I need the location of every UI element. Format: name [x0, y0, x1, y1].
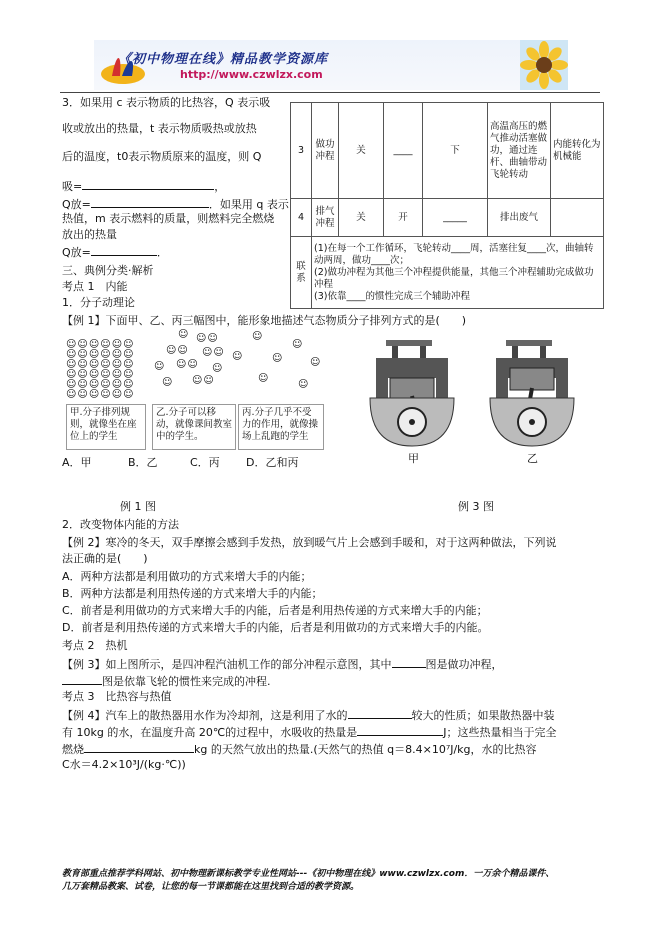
link-item-3: (3)依靠____的惯性完成三个辅助冲程 — [314, 290, 470, 302]
example-3-text-1: 【例 3】如上图所示，是四冲程汽油机工作的部分冲程示意图，其中 — [62, 658, 392, 671]
sunflower-image — [520, 40, 568, 90]
engine-label-jia: 甲 — [408, 452, 419, 465]
example-1-question: 【例 1】下面甲、乙、丙三幅图中，能形象地描述气态物质分子排列方式的是( ) — [62, 314, 467, 327]
intake-valve: 关 — [339, 199, 384, 237]
table-row-exhaust — [291, 199, 604, 237]
engine-diagram-jia — [366, 338, 458, 450]
stroke-table — [290, 102, 604, 309]
example-4-text-2: 较大的性质；如果散热器中装 — [411, 709, 555, 722]
banner-title: 《初中物理在线》精品教学资源库 — [118, 52, 329, 67]
example-4-text-5: 燃烧 — [62, 743, 84, 756]
table-row-link — [291, 237, 604, 309]
topic-1-heading: 考点 1 内能 — [62, 280, 128, 293]
q-release-blank[interactable] — [91, 196, 209, 208]
subtopic-1: 1．分子动理论 — [62, 296, 135, 309]
molecule-liquid-illustration: ☺ ☺☺ ☺☺ ☺☺ ☺ ☺☺ ☺ ☺ ☺☺ — [154, 329, 225, 388]
row-number: 4 — [291, 199, 312, 237]
example-4-line-4: C水＝4.2×10³J/(kg·℃)) — [62, 758, 186, 771]
engine-label-yi: 乙 — [527, 452, 538, 465]
q-fuel-label: Q放= — [62, 246, 91, 259]
example-4-blank-2[interactable] — [357, 724, 443, 736]
exhaust-valve: 开 — [384, 199, 423, 237]
link-item-1: (1)在每一个工作循环，飞轮转动____周，活塞往复____次，曲轴转动两周，做功____次； — [314, 242, 594, 266]
figure-3-label: 例 3 图 — [458, 500, 494, 513]
molecule-solid-illustration: ☺☺☺☺☺☺ ☺☺☺☺☺☺ ☺☺☺☺☺☺ ☺☺☺☺☺☺ ☺☺☺☺☺☺ ☺☺☺☺☺☺ — [66, 339, 135, 400]
example-2-question-1: 【例 2】寒冷的冬天，双手摩擦会感到手发热，放到暖气片上会感到手暖和，对于这两种做法，下列说 — [62, 536, 557, 549]
option-d[interactable]: D．乙和丙 — [246, 456, 299, 469]
q-absorb-line — [62, 178, 225, 194]
q-fuel-line — [62, 244, 168, 260]
left-line-7: 放出的热量 — [62, 228, 117, 241]
example-2-question-2: 法正确的是( ) — [62, 552, 148, 565]
option-c[interactable]: C．丙 — [190, 456, 220, 469]
energy-conversion: 内能转化为机械能 — [551, 103, 604, 199]
example-3-text-3: 图是依靠飞轮的惯性来完成的冲程. — [102, 675, 271, 688]
example-4-line-2 — [62, 724, 556, 740]
stroke-name: 排气冲程 — [312, 199, 339, 237]
example-4-blank-1[interactable] — [348, 707, 412, 719]
example-4-text-3: 有 10kg 的水，在温度升高 20℃的过程中，水吸收的热量是 — [62, 726, 358, 739]
q-release-line — [62, 196, 289, 212]
intake-valve: 关 — [339, 103, 384, 199]
engine-diagram-yi — [486, 338, 578, 450]
example-4-text-6: kg 的天然气放出的热量.(天然气的热值 q＝8.4×10⁷J/kg，水的比热容 — [194, 743, 537, 756]
caption-jia: 甲.分子排列规则，就像坐在座位上的学生 — [66, 404, 146, 450]
header-rule — [60, 92, 600, 93]
banner-url[interactable]: http://www.czwlzx.com — [180, 68, 323, 81]
table-row-power — [291, 103, 604, 199]
option-b[interactable]: B．乙 — [128, 456, 158, 469]
row-number: 3 — [291, 103, 312, 199]
q-fuel-blank[interactable] — [91, 244, 157, 256]
exhaust-valve: ____ — [384, 103, 423, 199]
example-4-text-4: J；这些热量相当于完全 — [443, 726, 557, 739]
example-4-text-1: 【例 4】汽车上的散热器用水作为冷却剂，这是利用了水的 — [62, 709, 348, 722]
q-absorb-label: 吸= — [62, 180, 83, 193]
example-4-line-3 — [62, 741, 537, 757]
q-absorb-blank[interactable] — [82, 178, 214, 190]
footer-line-2: 几万套精品教案、试卷，让您的每一节课都能在这里找到合适的教学资源。 — [62, 882, 360, 892]
example-3-text-2: 图是做功冲程， — [425, 658, 503, 671]
section-3-heading: 三、典例分类·解析 — [62, 264, 154, 277]
stroke-description: 排出废气 — [488, 199, 551, 237]
footer-line-1: 教育部重点推荐学科网站、初中物理新课标教学专业性网站---《初中物理在线》www.czwlzx.com．一万余个精品课件、 — [62, 869, 555, 879]
example-3-blank-2[interactable] — [62, 673, 102, 685]
link-content — [312, 237, 604, 309]
example-3-line-1 — [62, 656, 503, 672]
figure-1-label: 例 1 图 — [120, 500, 156, 513]
example-4-blank-3[interactable] — [84, 741, 194, 753]
q-release-label: Q放= — [62, 198, 91, 211]
example-2-option-a[interactable]: A．两种方法都是利用做功的方式来增大手的内能； — [62, 570, 312, 583]
stroke-description: 高温高压的燃气推动活塞做功，通过连杆、曲轴带动飞轮转动 — [488, 103, 551, 199]
link-item-2: (2)做功冲程为其他三个冲程提供能量，其他三个冲程辅助完成做功冲程 — [314, 266, 594, 290]
caption-yi: 乙.分子可以移动，就像课间教室中的学生。 — [152, 404, 236, 450]
example-4-line-1 — [62, 707, 555, 723]
left-line-2: 收或放出的热量，t 表示物质吸热或放热 — [62, 122, 257, 135]
example-2-option-b[interactable]: B．两种方法都是利用热传递的方式来增大手的内能； — [62, 587, 323, 600]
example-3-blank-1[interactable] — [392, 656, 426, 668]
stroke-name: 做功冲程 — [312, 103, 339, 199]
left-line-3: 后的温度，t0表示物质原来的温度，则 Q — [62, 150, 262, 163]
molecule-gas-illustration: ☺ ☺ ☺ ☺ ☺ ☺ ☺ — [232, 331, 322, 390]
example-2-option-c[interactable]: C．前者是利用做功的方式来增大手的内能，后者是利用热传递的方式来增大手的内能； — [62, 604, 488, 617]
option-a[interactable]: A．甲 — [62, 456, 92, 469]
link-label: 联系 — [291, 237, 312, 309]
topic-2-heading: 考点 2 热机 — [62, 639, 128, 652]
q-absorb-end: ， — [214, 180, 226, 193]
caption-bing: 丙.分子几乎不受力的作用，就像操场上乱跑的学生 — [238, 404, 324, 450]
piston-direction: _____ — [423, 199, 488, 237]
example-3-line-2 — [62, 673, 271, 689]
left-line-1: 3．如果用 c 表示物质的比热容，Q 表示吸 — [62, 96, 271, 109]
example-2-option-d[interactable]: D．前者是利用热传递的方式来增大手的内能，后者是利用做功的方式来增大手的内能。 — [62, 621, 489, 634]
q-release-end: ．如果用 q 表示 — [208, 198, 289, 211]
subtopic-2: 2．改变物体内能的方法 — [62, 518, 179, 531]
q-fuel-end: ． — [156, 246, 168, 259]
left-line-6: 热值，m 表示燃料的质量，则燃料完全燃烧 — [62, 212, 275, 225]
topic-3-heading: 考点 3 比热容与热值 — [62, 690, 172, 703]
piston-direction: 下 — [423, 103, 488, 199]
